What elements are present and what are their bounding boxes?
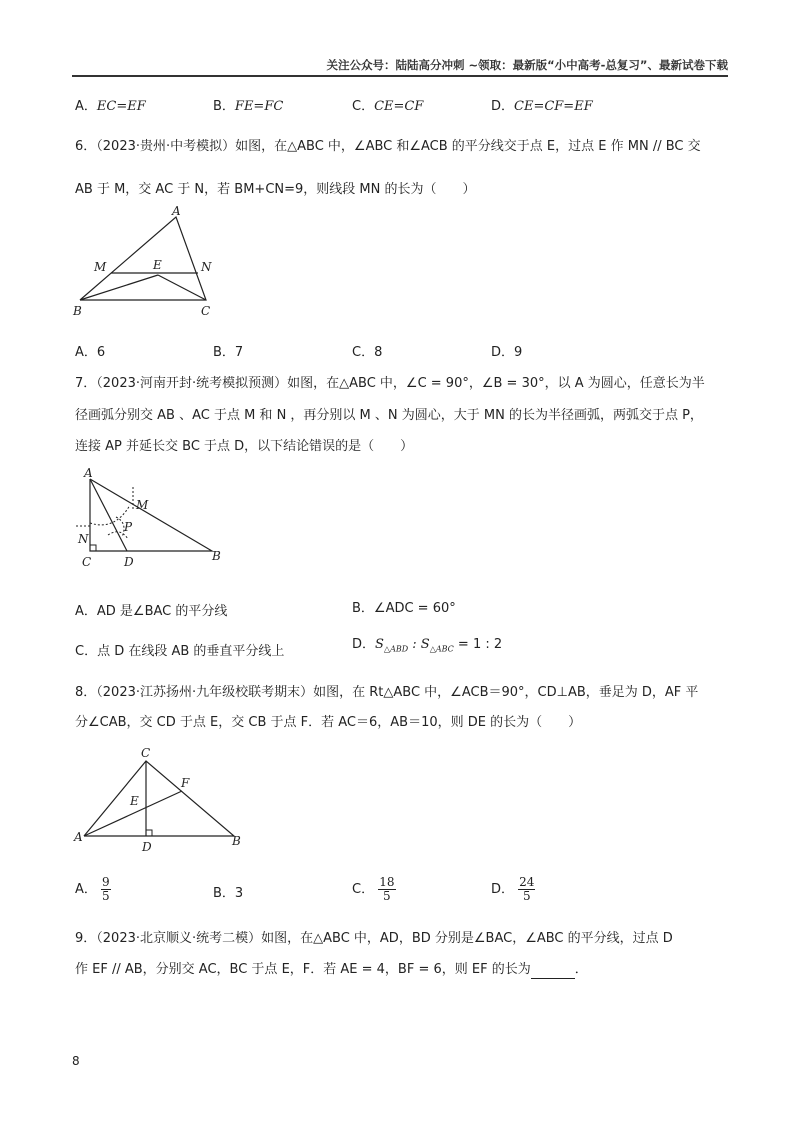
- label-e: E: [153, 258, 162, 272]
- option-letter: C．: [352, 99, 375, 114]
- triangle-abc: [84, 761, 234, 836]
- option-text: 9: [514, 345, 523, 360]
- answer-blank[interactable]: [531, 964, 575, 979]
- label-c: C: [201, 304, 211, 318]
- q9-stem-line2: [75, 961, 588, 979]
- numerator: 9: [102, 875, 110, 889]
- numerator: 24: [519, 875, 535, 889]
- q7-option-d: [352, 636, 502, 659]
- q5-option-a: [75, 98, 146, 116]
- option-letter: A．: [75, 882, 97, 897]
- right-angle-mark: [146, 830, 152, 836]
- option-letter: C．: [352, 345, 375, 360]
- label-c: C: [141, 746, 151, 760]
- q7-stem-line1: 7．（2023·河南开封·统考模拟预测）如图，在△ABC 中，∠C = 90°，∠B = 30°，以 A 为圆心，任意长为半: [75, 376, 705, 391]
- option-letter: B．: [213, 99, 235, 114]
- option-text: CE=CF=EF: [514, 99, 593, 114]
- q6-option-c: [352, 344, 382, 362]
- q7-option-c: C．点 D 在线段 AB 的垂直平分线上: [75, 644, 285, 659]
- q6-stem-line2: AB 于 M，交 AC 于 N，若 BM+CN=9，则线段 MN 的长为（ ）: [75, 182, 476, 197]
- q7-stem-line2: 径画弧分别交 AB 、AC 于点 M 和 N ，再分别以 M 、N 为圆心，大于 MN 的长为半径画弧，两弧交于点 P，: [75, 408, 703, 423]
- label-f: F: [181, 776, 190, 790]
- q6-stem-line1: 6．（2023·贵州·中考模拟）如图，在△ABC 中，∠ABC 和∠ACB 的平分线交于点 E，过点 E 作 MN // BC 交: [75, 139, 701, 154]
- q7-stem-line3: 连接 AP 并延长交 BC 于点 D，以下结论错误的是（ ）: [75, 439, 414, 454]
- page-header: 关注公众号：陆陆高分冲刺 ~领取：最新版“小中高考-总复习”、最新试卷下载: [326, 58, 728, 72]
- q9-period: ．: [574, 962, 588, 977]
- option-text: EC=EF: [96, 99, 146, 114]
- fraction: [518, 876, 535, 903]
- label-n: N: [78, 532, 89, 546]
- triangle-abc: [80, 217, 206, 300]
- ratio-mid: : S: [408, 637, 430, 652]
- right-angle-mark: [90, 545, 96, 551]
- label-d: D: [142, 840, 152, 854]
- label-a: A: [74, 830, 83, 844]
- subscript-abc: △ABC: [429, 644, 454, 654]
- label-m: M: [136, 498, 149, 512]
- option-letter: D．: [352, 637, 376, 652]
- fraction: [378, 876, 395, 903]
- option-text: FE=FC: [234, 99, 284, 114]
- q6-option-b: [213, 344, 243, 362]
- label-b: B: [73, 304, 82, 318]
- label-b: B: [212, 549, 221, 563]
- label-m: M: [94, 260, 107, 274]
- numerator: 18: [379, 875, 395, 889]
- q5-option-b: [213, 98, 283, 116]
- denominator: 5: [102, 889, 110, 903]
- option-text: 3: [234, 886, 244, 901]
- q8-stem-line2: 分∠CAB，交 CD 于点 E，交 CB 于点 F．若 AC＝6，AB＝10，则 DE 的长为（ ）: [75, 715, 582, 730]
- q8-option-b: [213, 885, 243, 903]
- option-letter: D．: [491, 882, 515, 897]
- option-letter: D．: [491, 345, 515, 360]
- option-letter: A．: [75, 345, 97, 360]
- page-number: 8: [72, 1054, 80, 1068]
- header-rule: [72, 75, 728, 77]
- q6-option-a: [75, 344, 105, 362]
- denominator: 5: [522, 889, 531, 903]
- option-letter: B．: [213, 886, 235, 901]
- option-letter: A．: [75, 99, 97, 114]
- option-letter: C．: [352, 882, 375, 897]
- q9-stem-line1: 9．（2023·北京顺义·统考二模）如图，在△ABC 中，AD，BD 分别是∠BAC，∠ABC 的平分线，过点 D: [75, 931, 673, 946]
- q8-stem-line1: 8．（2023·江苏扬州·九年级校联考期末）如图，在 Rt△ABC 中，∠ACB＝90°，CD⊥AB，垂足为 D，AF 平: [75, 685, 699, 700]
- q8-option-c: [352, 876, 396, 903]
- label-p: P: [124, 520, 133, 534]
- bisector-be: [80, 275, 158, 300]
- subscript-abd: △ABD: [383, 644, 409, 654]
- q9-text: 作 EF // AB，分别交 AC，BC 于点 E，F．若 AE = 4，BF = 6，则 EF 的长为: [75, 962, 531, 977]
- label-a: A: [84, 466, 93, 480]
- label-d: D: [124, 555, 134, 569]
- q8-option-d: [491, 876, 535, 903]
- q8-option-a: [75, 876, 111, 903]
- option-text: 8: [374, 345, 383, 360]
- option-text: 7: [234, 345, 244, 360]
- label-n: N: [201, 260, 212, 274]
- area-symbol: S: [375, 637, 384, 652]
- q8-figure: [70, 745, 250, 855]
- option-letter: B．: [213, 345, 235, 360]
- q7-figure: [70, 465, 230, 575]
- option-letter: D．: [491, 99, 515, 114]
- fraction: [101, 876, 111, 903]
- q5-option-d: [491, 98, 593, 116]
- q5-option-c: [352, 98, 423, 116]
- label-e: E: [130, 794, 139, 808]
- ratio-end: = 1 : 2: [453, 637, 503, 652]
- q6-figure: [70, 203, 220, 318]
- denominator: 5: [383, 889, 391, 903]
- q6-option-d: [491, 344, 522, 362]
- option-text: CE=CF: [374, 99, 424, 114]
- label-a: A: [172, 204, 181, 218]
- q7-option-b: B．∠ADC = 60°: [352, 601, 456, 616]
- option-text: 6: [96, 345, 106, 360]
- label-c: C: [82, 555, 92, 569]
- q7-option-a: A．AD 是∠BAC 的平分线: [75, 604, 228, 619]
- label-b: B: [232, 834, 241, 848]
